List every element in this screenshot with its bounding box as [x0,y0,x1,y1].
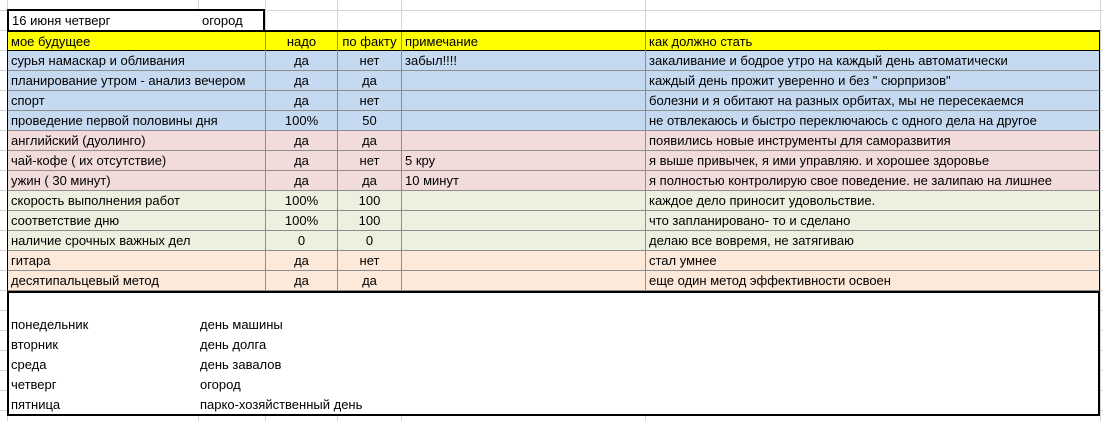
habit-name-cell[interactable]: скорость выполнения работ [8,191,266,211]
note-cell[interactable] [402,271,646,291]
table-row [7,231,1100,251]
need-cell[interactable]: 100% [266,191,338,211]
fact-cell[interactable]: нет [338,251,402,271]
header-need-cell[interactable]: надо [266,32,338,52]
table-row [7,251,1100,271]
table-row [7,91,1100,111]
habit-name-cell[interactable]: сурья намаскар и обливания [8,51,266,71]
header-fact-cell[interactable]: по факту [338,32,402,52]
goal-cell[interactable]: болезни и я обитают на разных орбитах, мы не пересекаемся [649,93,1024,108]
note-cell[interactable] [402,231,646,251]
header-row [7,30,1100,51]
need-cell[interactable]: 100% [266,111,338,131]
habit-name-cell[interactable]: проведение первой половины дня [8,111,266,131]
habit-name-cell[interactable]: десятипальцевый метод [8,271,266,291]
fact-cell[interactable]: да [338,71,402,91]
week-day-cell[interactable]: четверг [11,377,57,392]
habit-name-cell[interactable]: спорт [8,91,266,111]
goal-cell[interactable]: каждое дело приносит удовольствие. [649,193,876,208]
note-cell[interactable] [402,251,646,271]
date-cell[interactable]: 16 июня четверг [12,13,111,28]
habit-name-cell[interactable]: планирование утром - анализ вечером [8,71,266,91]
need-cell[interactable]: 100% [266,211,338,231]
goal-cell[interactable]: появились новые инструменты для саморазвития [649,133,951,148]
habit-name-cell[interactable]: гитара [8,251,266,271]
week-day-cell[interactable]: понедельник [11,317,89,332]
goal-cell[interactable]: еще один метод эффективности освоен [649,273,891,288]
need-cell[interactable]: да [266,131,338,151]
week-plan-cell[interactable]: день машины [200,317,283,332]
goal-cell[interactable]: я полностью контролирую свое поведение. не залипаю на лишнее [649,173,1053,188]
note-cell[interactable] [402,211,646,231]
table-row [7,71,1100,91]
table-row [7,171,1100,191]
table-row [7,131,1100,151]
table-row [7,211,1100,231]
note-cell[interactable] [402,71,646,91]
goal-cell[interactable]: что запланировано- то и сделано [649,213,851,228]
note-cell[interactable] [402,191,646,211]
fact-cell[interactable]: нет [338,51,402,71]
need-cell[interactable]: да [266,71,338,91]
header-goal-cell[interactable]: как должно стать [649,34,753,49]
fact-cell[interactable]: 50 [338,111,402,131]
habit-name-cell[interactable]: чай-кофе ( их отсутствие) [8,151,266,171]
fact-cell[interactable]: нет [338,91,402,111]
week-plan-box [7,291,1100,416]
table-row [7,151,1100,171]
habit-name-cell[interactable]: наличие срочных важных дел [8,231,266,251]
fact-cell[interactable]: да [338,131,402,151]
week-day-cell[interactable]: вторник [11,337,59,352]
day-type-cell[interactable]: огород [202,13,243,28]
need-cell[interactable]: да [266,171,338,191]
note-cell[interactable] [402,111,646,131]
habit-name-cell[interactable]: английский (дуолинго) [8,131,266,151]
note-cell[interactable] [402,91,646,111]
need-cell[interactable]: 0 [266,231,338,251]
note-cell[interactable]: 5 кру [402,151,646,171]
habit-name-cell[interactable]: ужин ( 30 минут) [8,171,266,191]
week-day-cell[interactable]: среда [11,357,47,372]
goal-cell[interactable]: я выше привычек, я ими управляю. и хорошее здоровье [649,153,990,168]
week-plan-cell[interactable]: парко-хозяйственный день [200,397,363,412]
week-day-cell[interactable]: пятница [11,397,61,412]
note-cell[interactable]: забыл!!!! [402,51,646,71]
need-cell[interactable]: да [266,271,338,291]
goal-cell[interactable]: не отвлекаюсь и быстро переключаюсь с одного дела на другое [649,113,1037,128]
fact-cell[interactable]: нет [338,151,402,171]
goal-cell[interactable]: закаливание и бодрое утро на каждый день автоматически [649,53,1008,68]
need-cell[interactable]: да [266,151,338,171]
need-cell[interactable]: да [266,91,338,111]
gridline-vertical [1100,0,1101,421]
table-row [7,51,1100,71]
header-future-cell[interactable]: мое будущее [8,32,266,52]
header-note-cell[interactable]: примечание [402,32,646,52]
note-cell[interactable]: 10 минут [402,171,646,191]
table-row [7,111,1100,131]
habit-name-cell[interactable]: соответствие дню [8,211,266,231]
need-cell[interactable]: да [266,51,338,71]
table-row [7,271,1100,291]
need-cell[interactable]: да [266,251,338,271]
week-plan-cell[interactable]: день долга [200,337,267,352]
fact-cell[interactable]: 100 [338,191,402,211]
goal-cell[interactable]: каждый день прожит уверенно и без " сюрпризов" [649,73,951,88]
table-row [7,191,1100,211]
week-plan-cell[interactable]: день завалов [200,357,282,372]
fact-cell[interactable]: да [338,271,402,291]
fact-cell[interactable]: 100 [338,211,402,231]
fact-cell[interactable]: 0 [338,231,402,251]
fact-cell[interactable]: да [338,171,402,191]
date-header-box [7,9,265,30]
goal-cell[interactable]: стал умнее [649,253,717,268]
week-plan-cell[interactable]: огород [200,377,241,392]
goal-cell[interactable]: делаю все вовремя, не затягиваю [649,233,854,248]
note-cell[interactable] [402,131,646,151]
